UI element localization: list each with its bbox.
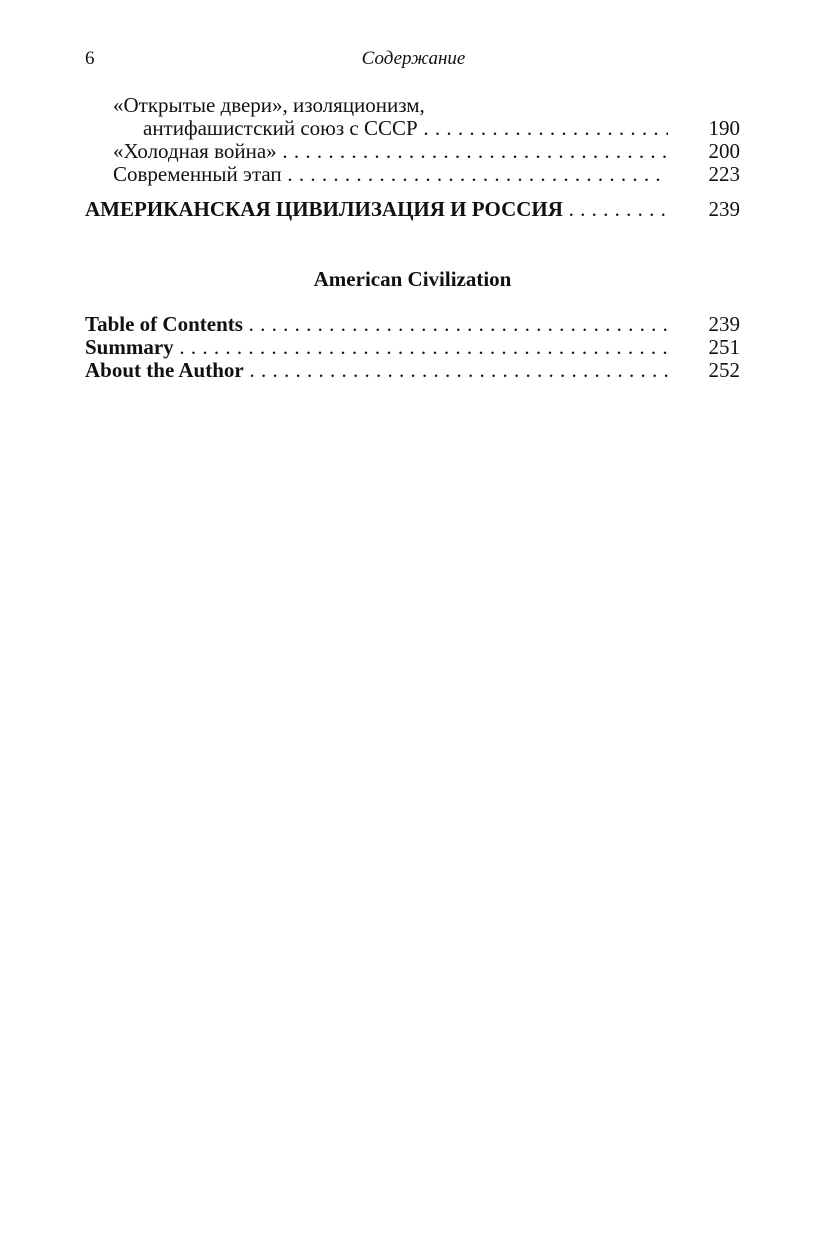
english-section-heading: American Civilization: [313, 267, 512, 291]
toc-entry-about-author: [85, 359, 740, 382]
running-head: Содержание: [361, 48, 466, 69]
toc-entry-summary: [85, 336, 740, 359]
toc-entry-text: «Открытые двери», изоляционизм,: [113, 94, 425, 117]
spacer: [85, 291, 740, 313]
page-number: 6: [85, 48, 95, 69]
toc-entry-table-of-contents: [85, 313, 740, 336]
toc-entry-page: 223: [708, 162, 740, 186]
toc-entry-text: About the Author . . .: [85, 359, 668, 382]
toc-entry-text: «Холодная война» . . .: [113, 140, 668, 163]
toc-entry-page: 239: [708, 312, 740, 336]
toc-entry-modern-stage: [85, 163, 740, 186]
toc-entry-open-doors: [85, 94, 740, 117]
toc-entry-page: 252: [708, 358, 740, 382]
spacer: [85, 186, 740, 198]
toc-entry-text: Современный этап . . .: [113, 163, 668, 186]
toc-entry-text: Table of Contents . . .: [85, 313, 668, 336]
spacer: [85, 221, 740, 268]
toc-entry-page: 251: [708, 335, 740, 359]
toc-entry-text: антифашистский союз с СССР . . .: [143, 117, 668, 140]
toc-entry-american-civilization-russia: [85, 198, 740, 221]
toc-entry-cold-war: [85, 140, 740, 163]
toc-entry-antifascist-union: [85, 117, 740, 140]
table-of-contents: [85, 94, 740, 382]
toc-entry-page: 239: [708, 197, 740, 221]
toc-entry-page: 190: [708, 116, 740, 140]
toc-entry-page: 200: [708, 139, 740, 163]
toc-entry-text: АМЕРИКАНСКАЯ ЦИВИЛИЗАЦИЯ И РОССИЯ . . .: [85, 198, 668, 221]
toc-entry-text: Summary . . .: [85, 336, 668, 359]
